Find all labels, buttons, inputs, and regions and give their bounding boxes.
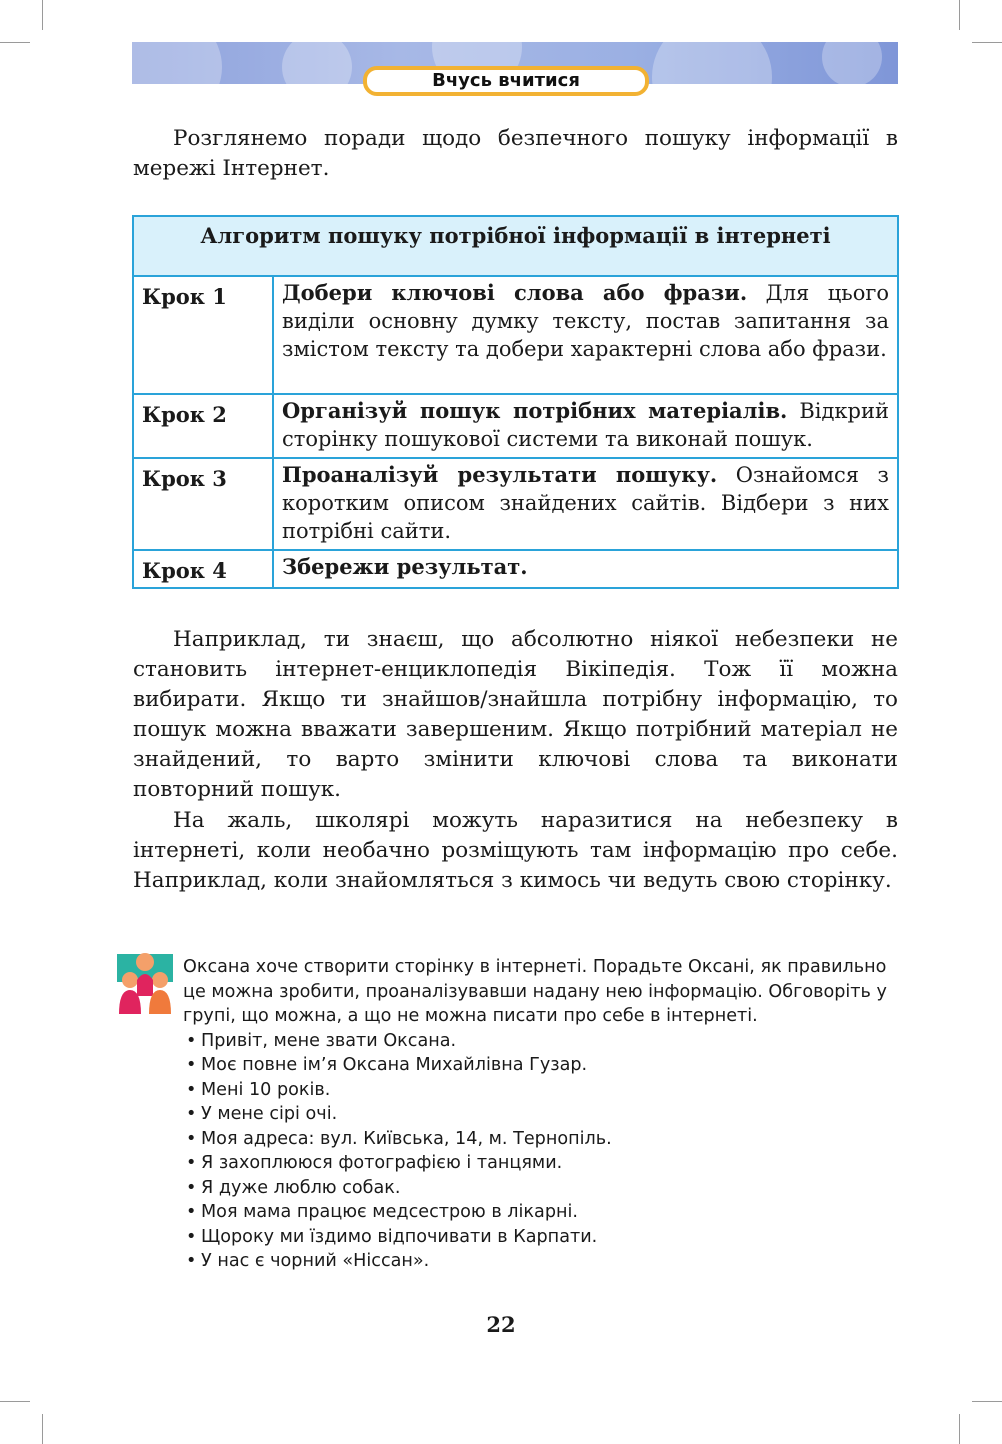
- list-item-text: У нас є чорний «Ніссан».: [201, 1251, 430, 1271]
- bullet: •: [186, 1128, 197, 1149]
- crop-mark: [972, 42, 1002, 43]
- crop-mark: [959, 0, 960, 30]
- banner-bubble: [822, 42, 882, 84]
- step-detail: Відкрий сторінку пошукової системи та виконай пошук.: [282, 399, 889, 451]
- step-description: [273, 276, 898, 394]
- step-label: Крок 1: [133, 276, 273, 394]
- banner-bubble: [652, 42, 772, 84]
- step-description: [273, 394, 898, 458]
- list-item-text: Мені 10 років.: [201, 1079, 331, 1100]
- step-detail: Для цього виділи основну думку тексту, постав запитання за змістом тексту та добери характерні слова або фрази.: [282, 281, 889, 361]
- intro-paragraph: Розглянемо поради щодо безпечного пошуку інформації в мережі Інтернет.: [133, 126, 898, 181]
- body-paragraph: Наприклад, ти знаєш, що абсолютно ніякої небезпеки не становить інтернет-енциклопедія Вікіпедія. Тож її можна вибирати. Якщо ти знайшов/знайшла потрібну інформацію, то пошук можна вважати завершеним. Якщо потрібний матеріал не знайдений, то варто змінити ключові слова та виконати повторний пошук.: [133, 627, 898, 802]
- page-number: 22: [486, 1312, 516, 1337]
- list-item-text: Щороку ми їздимо відпочивати в Карпати.: [201, 1226, 598, 1247]
- crop-mark: [42, 0, 43, 30]
- step-action: Організуй пошук потрібних матеріалів.: [282, 398, 788, 423]
- crop-mark: [972, 1401, 1002, 1402]
- step-description: [273, 550, 898, 588]
- task-text: Оксана хоче створити сторінку в інтернеті. Порадьте Оксані, як правильно це можна зробити, проаналізувавши надану нею інформацію. Обговоріть у групі, що можна, а що не можна писати про себе в інтернеті.: [183, 957, 887, 1026]
- bullet: •: [186, 1226, 197, 1247]
- crop-mark: [0, 1401, 30, 1402]
- list-item: [183, 1102, 903, 1127]
- list-item-text: Моя мама працює медсестрою в лікарні.: [201, 1202, 578, 1222]
- group-work-icon: [117, 950, 173, 1014]
- table-header-row: [133, 216, 898, 276]
- step-detail: Ознайомся з коротким описом знайдених сайтів. Відбери з них потрібні сайти.: [282, 463, 889, 543]
- banner-bubble: [282, 42, 352, 84]
- bullet: •: [186, 1251, 197, 1271]
- list-item: [183, 1127, 903, 1152]
- step-action: Проаналізуй результати пошуку.: [282, 462, 718, 487]
- bullet: •: [186, 1202, 197, 1222]
- list-item: [183, 1176, 903, 1201]
- list-item: [183, 1078, 903, 1103]
- bullet: •: [186, 1177, 197, 1198]
- table-title: Алгоритм пошуку потрібної інформації в інтернеті: [133, 216, 898, 276]
- crop-mark: [42, 1414, 43, 1444]
- list-item-text: Моя адреса: вул. Київська, 14, м. Тернопіль.: [201, 1128, 612, 1149]
- list-item: [183, 1053, 903, 1078]
- table-row: [133, 458, 898, 550]
- step-label: Крок 4: [133, 550, 273, 588]
- list-item: [183, 1249, 903, 1274]
- list-item: [183, 1225, 903, 1250]
- list-item-text: Моє повне ім’я Оксана Михайлівна Гузар.: [201, 1055, 588, 1075]
- body-paragraph: На жаль, школярі можуть наразитися на небезпеку в інтернеті, коли необачно розміщують там інформацію про себе. Наприклад, коли знайомляться з кимось чи ведуть свою сторінку.: [133, 808, 898, 893]
- list-item-text: Привіт, мене звати Оксана.: [201, 1030, 457, 1051]
- list-item-text: У мене сірі очі.: [201, 1104, 338, 1124]
- banner-bubble: [132, 42, 222, 84]
- table-row: [133, 394, 898, 458]
- bullet: •: [186, 1079, 197, 1100]
- crop-mark: [0, 42, 30, 43]
- table-row: [133, 550, 898, 588]
- bullet: •: [186, 1055, 197, 1075]
- list-item: [183, 1200, 903, 1225]
- crop-mark: [959, 1414, 960, 1444]
- section-tag: Вчусь вчитися: [363, 66, 649, 96]
- group-task: [183, 955, 903, 1274]
- list-item-text: Я дуже люблю собак.: [201, 1177, 401, 1198]
- step-description: [273, 458, 898, 550]
- task-list: [183, 1029, 903, 1274]
- bullet: •: [186, 1153, 197, 1173]
- algorithm-table: [132, 215, 899, 589]
- list-item: [183, 1029, 903, 1054]
- step-action: Збережи результат.: [282, 554, 528, 579]
- step-label: Крок 3: [133, 458, 273, 550]
- bullet: •: [186, 1030, 197, 1051]
- table-row: [133, 276, 898, 394]
- bullet: •: [186, 1104, 197, 1124]
- step-label: Крок 2: [133, 394, 273, 458]
- list-item-text: Я захоплююся фотографією і танцями.: [201, 1153, 563, 1173]
- list-item: [183, 1151, 903, 1176]
- step-action: Добери ключові слова або фрази.: [282, 280, 748, 305]
